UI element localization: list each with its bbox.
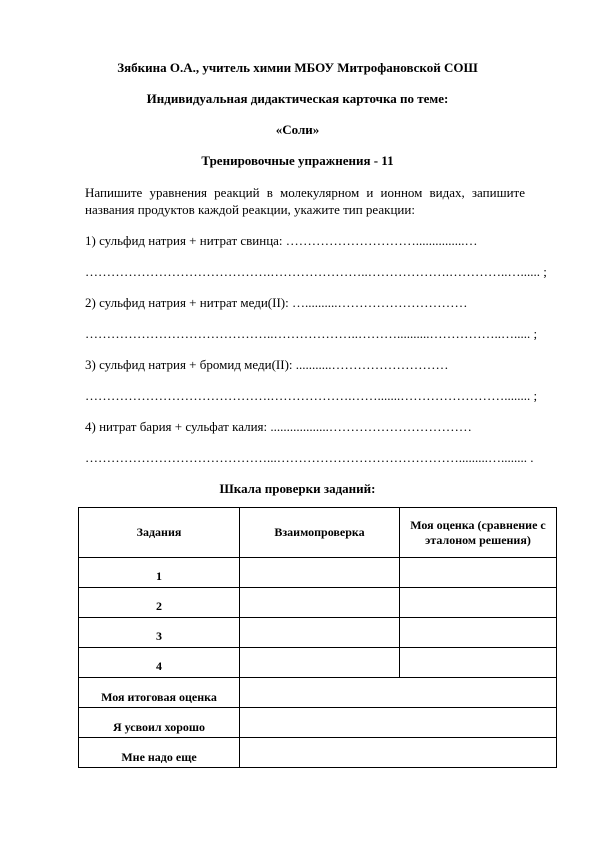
task-2-prompt: 2) сульфид натрия + нитрат меди(II): …..........………………………… <box>85 295 468 310</box>
task-number-cell <box>79 618 240 648</box>
instructions-text: Напишите уравнения реакций в молекулярном и ионном видах, запишите названия продуктов каждой реакции, укажите тип реакции: <box>85 185 525 217</box>
summary-label-cell <box>79 678 240 708</box>
summary-value-cell[interactable] <box>240 738 557 768</box>
peer-review-cell[interactable] <box>240 618 400 648</box>
peer-review-cell[interactable] <box>240 588 400 618</box>
table-row <box>79 648 557 678</box>
exercise-title: Тренировочные упражнения - 11 <box>201 153 394 168</box>
task-number-cell <box>79 558 240 588</box>
table-header-row <box>79 508 557 558</box>
scale-title: Шкала проверки заданий: <box>219 481 376 496</box>
summary-value-cell[interactable] <box>240 678 557 708</box>
task-1-prompt: 1) сульфид натрия + нитрат свинца: …………………………...............… <box>85 233 478 248</box>
task-4-prompt: 4) нитрат бария + сульфат калия: ..................…………………………… <box>85 419 472 434</box>
task-number: 1 <box>156 569 162 583</box>
card-title: Индивидуальная дидактическая карточка по теме: <box>146 91 449 106</box>
author-line: Зябкина О.А., учитель химии МБОУ Митрофановской СОШ <box>117 60 478 75</box>
table-row <box>79 588 557 618</box>
task-number: 4 <box>156 659 162 673</box>
task-number: 3 <box>156 629 162 643</box>
summary-label-need-more: Мне надо еще <box>121 750 197 764</box>
summary-value-cell[interactable] <box>240 708 557 738</box>
task-1-answer-line: …………………………………….…………………..……………….…………..…...... ; <box>85 264 547 279</box>
table-row <box>79 738 557 768</box>
peer-review-cell[interactable] <box>240 648 400 678</box>
column-header-tasks: Задания <box>79 508 240 558</box>
task-2-answer-line: ……………………………………..………………..………..........……………..…..... ; <box>85 326 538 341</box>
topic-title: «Соли» <box>275 122 320 137</box>
table-row <box>79 618 557 648</box>
task-number-cell <box>79 588 240 618</box>
table-row <box>79 708 557 738</box>
column-header-self-grade: Моя оценка (сравнение с эталоном решения) <box>400 508 557 558</box>
table-row <box>79 678 557 708</box>
task-4-answer-line: ……………………………………...…………………………………….........…........ . <box>85 450 534 465</box>
summary-label-cell <box>79 738 240 768</box>
task-number-cell <box>79 648 240 678</box>
summary-label-final-grade: Моя итоговая оценка <box>101 690 217 704</box>
self-grade-cell[interactable] <box>400 648 557 678</box>
task-number: 2 <box>156 599 162 613</box>
task-3-prompt: 3) сульфид натрия + бромид меди(II): ...........……………………… <box>85 357 449 372</box>
peer-review-cell[interactable] <box>240 558 400 588</box>
scale-table <box>78 507 557 768</box>
column-header-peer-review: Взаимопроверка <box>240 508 400 558</box>
summary-label-cell <box>79 708 240 738</box>
task-3-answer-line: …………………………………….……………….…….......……………………........ ; <box>85 388 538 403</box>
table-row <box>79 558 557 588</box>
self-grade-cell[interactable] <box>400 558 557 588</box>
self-grade-cell[interactable] <box>400 588 557 618</box>
self-grade-cell[interactable] <box>400 618 557 648</box>
summary-label-learned-well: Я усвоил хорошо <box>112 720 205 734</box>
